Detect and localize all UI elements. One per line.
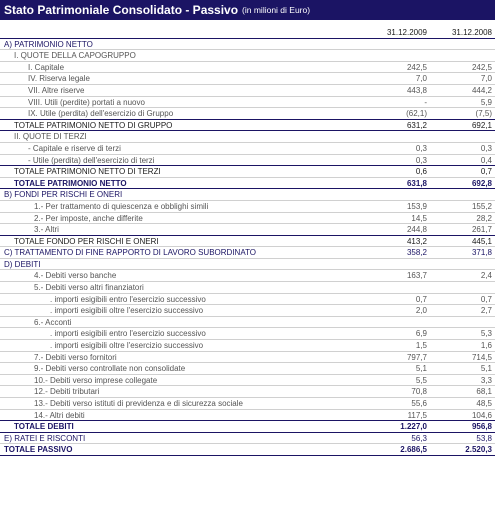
table-row (0, 433, 495, 445)
value-2009: 413,2 (406, 236, 427, 246)
table-row (0, 236, 495, 248)
row-label: TOTALE FONDO PER RISCHI E ONERI (14, 236, 159, 246)
table-row (0, 166, 495, 178)
page-subtitle: (in milioni di Euro) (242, 5, 311, 15)
value-2009: 0,3 (415, 143, 427, 153)
row-label: . importi esigibili oltre l'esercizio successivo (50, 341, 204, 351)
row-label: B) FONDI PER RISCHI E ONERI (4, 190, 123, 200)
column-header-2009: 31.12.2009 (386, 28, 427, 37)
row-label: 13.- Debiti verso istituti di previdenza e di sicurezza sociale (34, 399, 243, 408)
table-row (0, 189, 495, 201)
row-label: . importi esigibili entro l'esercizio successivo (50, 329, 206, 339)
value-2008: 1,6 (480, 341, 492, 351)
table-row (0, 131, 495, 143)
row-label: 4.- Debiti verso banche (34, 271, 117, 281)
table-row (0, 294, 495, 306)
value-2009: 242,5 (406, 62, 427, 72)
value-2009: 56,3 (411, 433, 427, 443)
row-label: VIII. Utili (perdite) portati a nuovo (28, 97, 145, 107)
value-2008: (7,5) (475, 109, 492, 119)
value-2009: 2,0 (415, 306, 427, 316)
row-label: . importi esigibili oltre l'esercizio successivo (50, 306, 204, 316)
value-2008: 5,1 (480, 364, 492, 374)
table-row (0, 97, 495, 109)
row-label: TOTALE PATRIMONIO NETTO (14, 178, 127, 188)
value-2008: 3,3 (480, 375, 492, 385)
value-2008: 2.520,3 (465, 445, 492, 455)
value-2008: 444,2 (471, 85, 492, 95)
row-label: 10.- Debiti verso imprese collegate (34, 375, 158, 385)
value-2008: 445,1 (471, 236, 492, 246)
row-label: 6.- Acconti (34, 317, 72, 327)
row-label: 9.- Debiti verso controllate non consolidate (34, 364, 186, 374)
value-2008: 2,7 (480, 306, 492, 316)
value-2009: 5,5 (415, 375, 427, 385)
value-2008: 0,4 (480, 155, 492, 165)
table-row (0, 143, 495, 155)
row-label: VII. Altre riserve (28, 85, 85, 95)
row-label: E) RATEI E RISCONTI (4, 433, 86, 443)
row-label: TOTALE PASSIVO (4, 445, 73, 455)
table-row (0, 444, 495, 456)
row-label: TOTALE DEBITI (14, 422, 74, 432)
value-2009: 1,5 (415, 341, 427, 351)
value-2008: 5,3 (480, 329, 492, 339)
table-row (0, 259, 495, 271)
table-row (0, 39, 495, 51)
table-row (0, 50, 495, 62)
value-2009: 14,5 (411, 213, 427, 223)
table-row (0, 213, 495, 225)
table-row (0, 340, 495, 352)
table-row (0, 62, 495, 74)
row-label: - Capitale e riserve di terzi (28, 143, 121, 153)
table-row (0, 328, 495, 340)
row-label: 2.- Per imposte, anche differite (34, 213, 143, 223)
table-row (0, 247, 495, 259)
row-label: IV. Riserva legale (28, 74, 90, 84)
value-2009: 0,3 (415, 155, 427, 165)
table-row (0, 201, 495, 213)
value-2008: 956,8 (471, 422, 492, 432)
row-label: 12.- Debiti tributari (34, 387, 100, 397)
value-2009: 7,0 (415, 74, 427, 84)
row-label: 1.- Per trattamento di quiescenza e obblighi simili (34, 201, 209, 211)
value-2009: 5,1 (415, 364, 427, 374)
value-2008: 2,4 (480, 271, 492, 281)
value-2009: - (424, 97, 427, 107)
value-2009: 443,8 (406, 85, 427, 95)
row-label: TOTALE PATRIMONIO NETTO DI TERZI (14, 167, 161, 177)
value-2009: 358,2 (406, 248, 427, 258)
value-2008: 242,5 (471, 62, 492, 72)
value-2008: 692,1 (471, 120, 492, 130)
table-row (0, 224, 495, 236)
table-row (0, 120, 495, 132)
value-2009: 2.686,5 (400, 445, 427, 455)
table-row (0, 108, 495, 120)
row-label: 5.- Debiti verso altri finanziatori (34, 283, 144, 293)
table-row (0, 386, 495, 398)
row-label: I. QUOTE DELLA CAPOGRUPPO (14, 51, 136, 61)
value-2009: 163,7 (406, 271, 427, 281)
table-row (0, 305, 495, 317)
value-2009: (62,1) (406, 109, 427, 119)
row-label: . importi esigibili entro l'esercizio successivo (50, 294, 206, 304)
value-2008: 104,6 (471, 410, 492, 420)
title-bar (0, 0, 495, 20)
value-2008: 261,7 (471, 225, 492, 235)
row-label: TOTALE PATRIMONIO NETTO DI GRUPPO (14, 120, 173, 130)
liabilities-table (0, 27, 495, 456)
row-label: 7.- Debiti verso fornitori (34, 352, 117, 362)
value-2008: 692,8 (471, 178, 492, 188)
value-2009: 631,2 (406, 120, 427, 130)
value-2009: 244,8 (406, 225, 427, 235)
row-label: C) TRATTAMENTO DI FINE RAPPORTO DI LAVORO SUBORDINATO (4, 248, 257, 258)
value-2008: 0,7 (480, 167, 492, 177)
value-2009: 117,5 (407, 410, 427, 420)
table-row (0, 317, 495, 329)
table-row (0, 73, 495, 85)
value-2009: 631,8 (406, 178, 427, 188)
value-2008: 0,7 (480, 294, 492, 304)
value-2009: 6,9 (415, 329, 427, 339)
table-row (0, 85, 495, 97)
value-2008: 714,5 (471, 352, 492, 362)
table-row (0, 282, 495, 294)
value-2009: 1.227,0 (400, 422, 427, 432)
value-2009: 70,8 (411, 387, 427, 397)
value-2008: 155,2 (471, 201, 492, 211)
table-row (0, 352, 495, 364)
row-label: IX. Utile (perdita) dell'esercizio di Gruppo (28, 109, 174, 119)
row-label: A) PATRIMONIO NETTO (4, 39, 93, 49)
table-row (0, 178, 495, 190)
value-2009: 0,6 (415, 167, 427, 177)
value-2009: 797,7 (406, 352, 427, 362)
row-label: II. QUOTE DI TERZI (14, 132, 87, 142)
page-title: Stato Patrimoniale Consolidato - Passivo (4, 3, 239, 17)
table-row (0, 410, 495, 422)
value-2008: 53,8 (476, 433, 492, 443)
value-2008: 371,8 (471, 248, 492, 258)
table-row (0, 398, 495, 410)
value-2008: 28,2 (476, 213, 492, 223)
table-row (0, 270, 495, 282)
value-2008: 48,5 (476, 399, 492, 408)
value-2008: 68,1 (476, 387, 492, 397)
table-row (0, 363, 495, 375)
value-2009: 0,7 (415, 294, 427, 304)
row-label: 14.- Altri debiti (34, 410, 85, 420)
value-2008: 5,9 (480, 97, 492, 107)
column-header-2008: 31.12.2008 (451, 28, 492, 37)
row-label: - Utile (perdita) dell'esercizio di terzi (28, 155, 155, 165)
value-2009: 153,9 (406, 201, 427, 211)
row-label: I. Capitale (28, 62, 65, 72)
table-row (0, 155, 495, 167)
row-label: 3.- Altri (34, 225, 59, 235)
table-row (0, 375, 495, 387)
value-2009: 55,6 (411, 399, 427, 408)
table-row (0, 421, 495, 433)
row-label: D) DEBITI (4, 259, 41, 269)
value-2008: 7,0 (480, 74, 492, 84)
column-header-row (0, 27, 495, 39)
value-2008: 0,3 (480, 143, 492, 153)
